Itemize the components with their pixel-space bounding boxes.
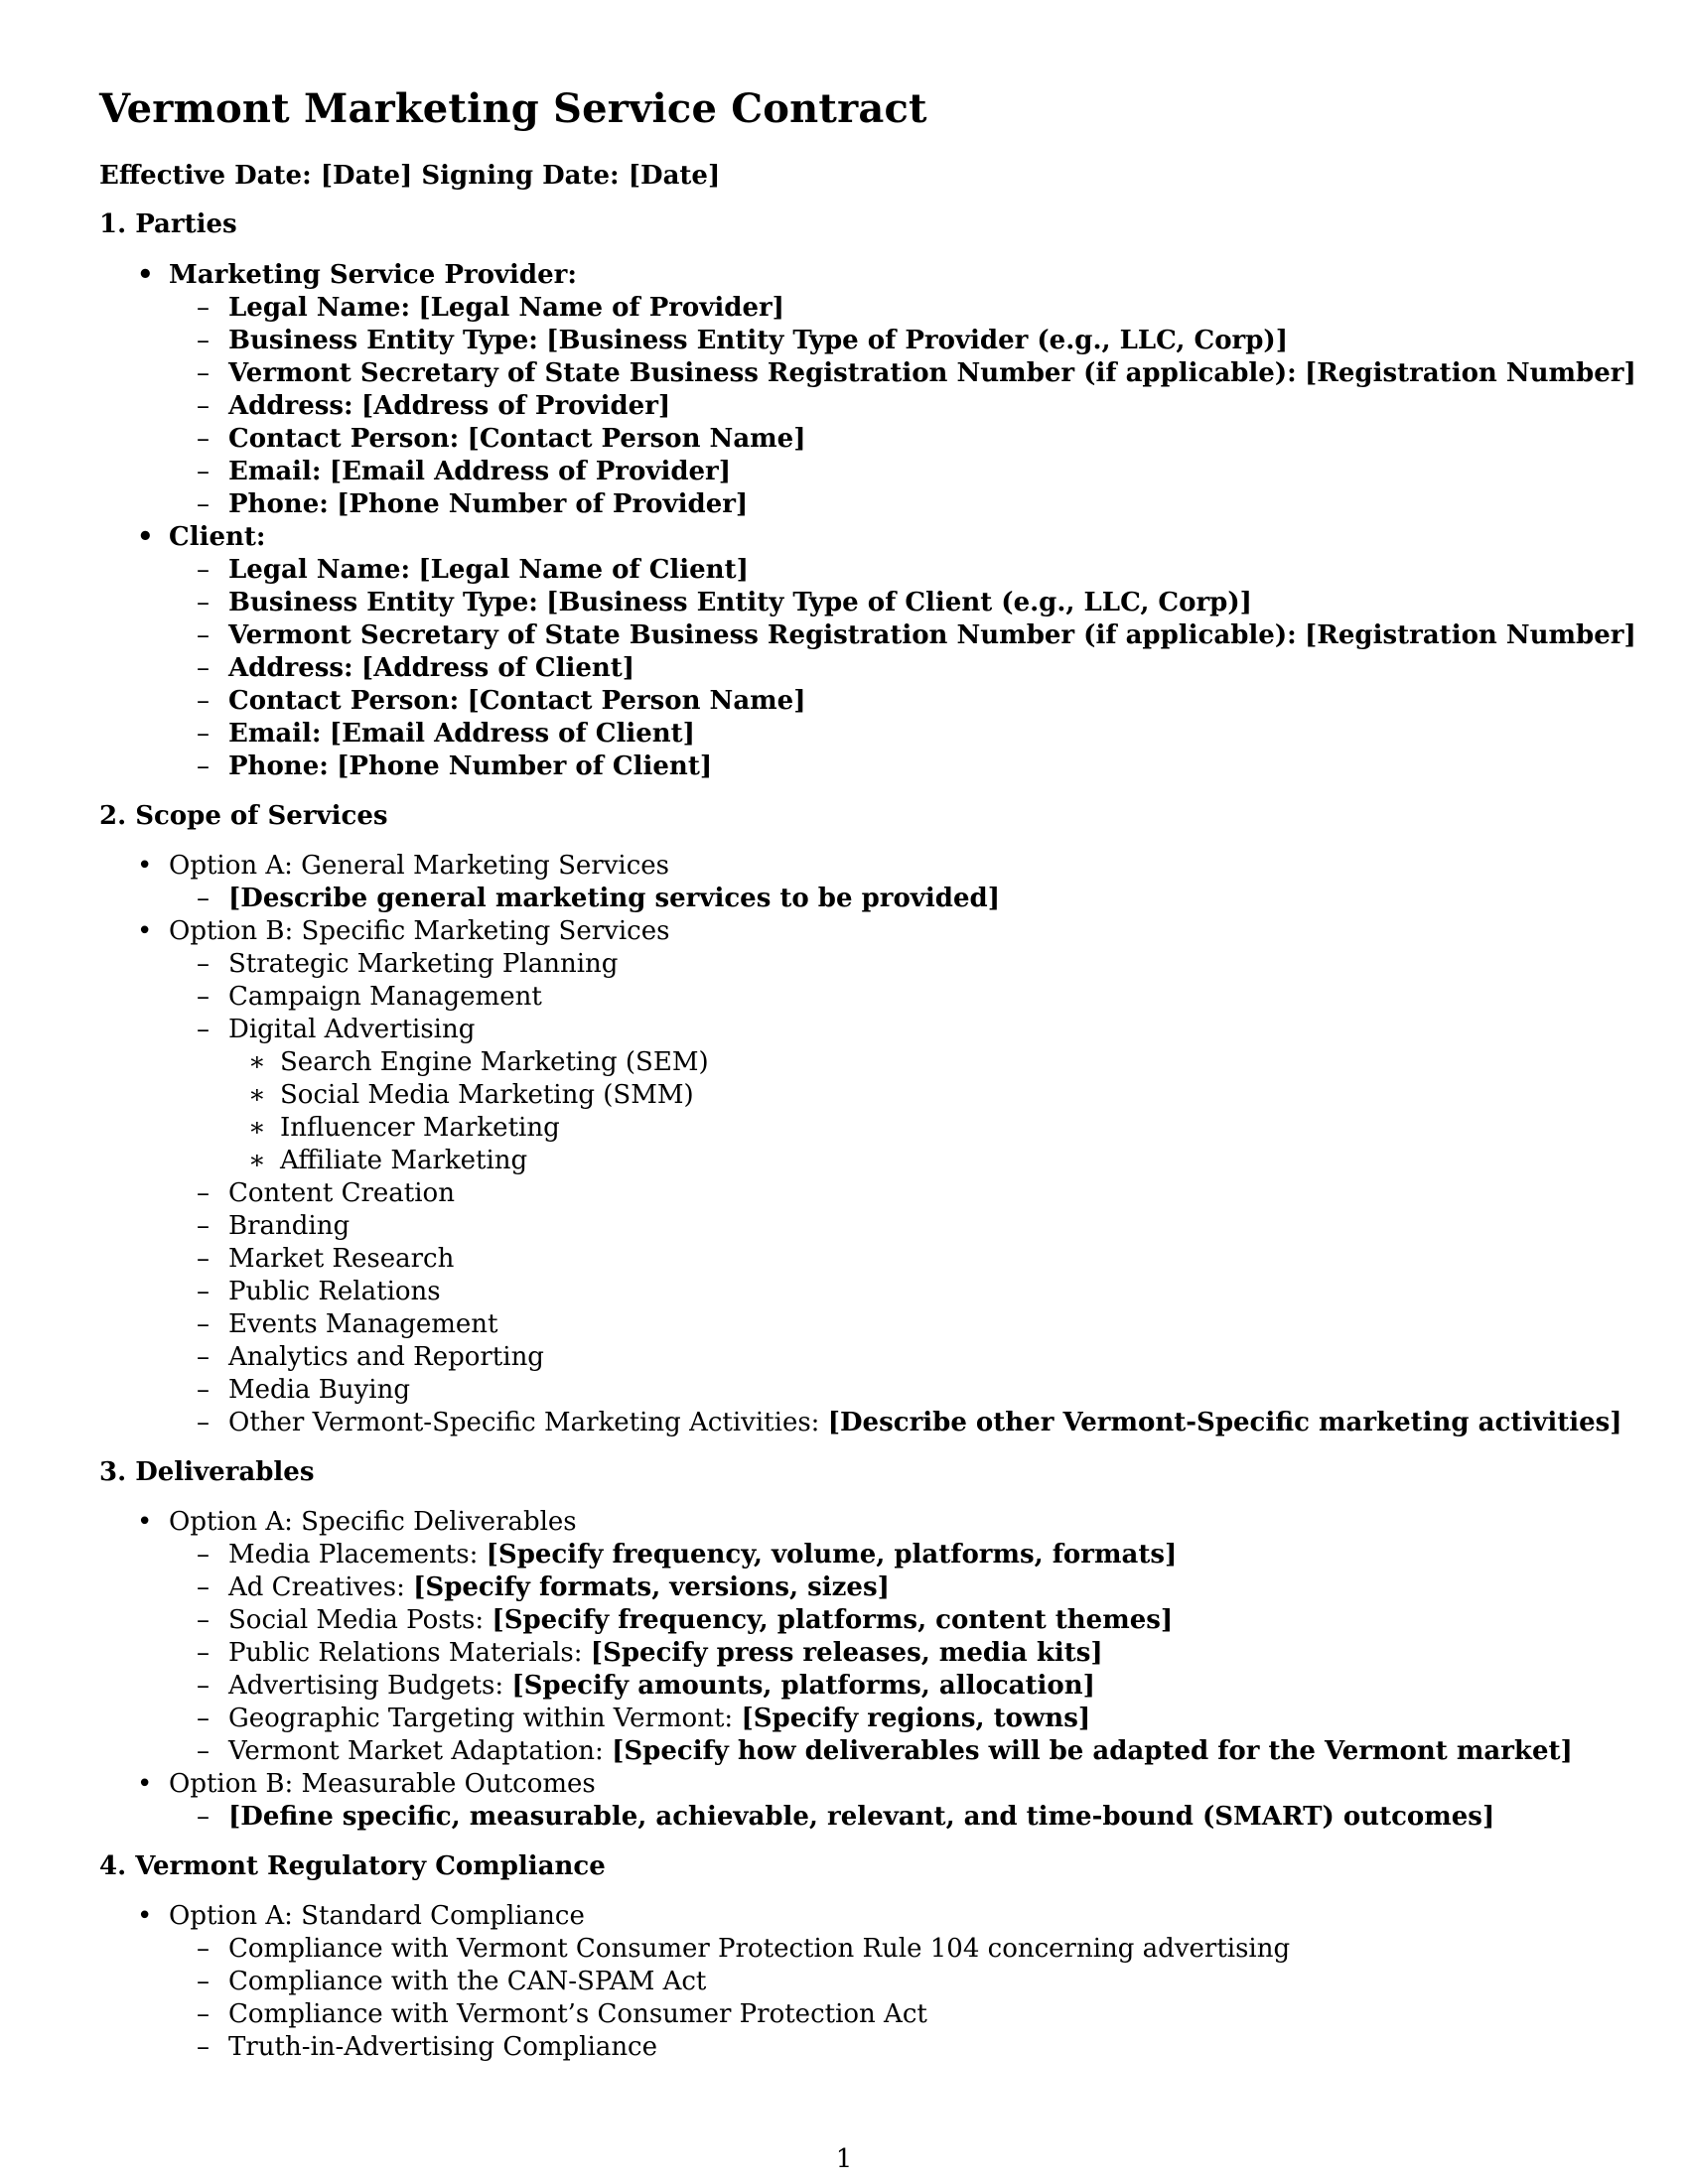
field-label: Phone: <box>228 751 329 781</box>
compliance-item: Compliance with the CAN-SPAM Act <box>228 1967 707 1996</box>
field-value: [Business Entity Type of Provider (e.g., LLC, Corp)] <box>546 326 1289 355</box>
section-heading-parties: 1. Parties <box>99 209 237 239</box>
field-value: [Registration Number] <box>1304 620 1636 650</box>
placeholder-text: [Define specific, measurable, achievable, relevant, and time-bound (SMART) outcomes] <box>228 1802 1495 1832</box>
field-value: [Registration Number] <box>1304 358 1636 388</box>
field-value: [Contact Person Name] <box>467 686 806 716</box>
field-label: Address: <box>228 653 353 683</box>
field-label: Vermont Secretary of State Business Registration Number (if applicable): <box>228 358 1297 388</box>
placeholder-text: [Specify amounts, platforms, allocation] <box>511 1671 1095 1701</box>
placeholder-text: [Specify how deliverables will be adapted for the Vermont market] <box>612 1736 1573 1766</box>
service-item: Branding <box>228 1211 351 1241</box>
compliance-item: Compliance with Vermont Consumer Protection Rule 104 concerning advertising <box>228 1934 1291 1964</box>
service-item: Media Buying <box>228 1375 410 1405</box>
placeholder-text: [Describe general marketing services to be provided] <box>228 884 1000 913</box>
field-value: [Email Address of Client] <box>329 719 695 749</box>
service-item: Digital Advertising <box>228 1015 476 1044</box>
signing-date-value: [Date] <box>628 161 721 191</box>
sub-service-item: Affiliate Marketing <box>280 1146 528 1175</box>
field-label: Contact Person: <box>228 424 460 454</box>
deliverable-label: Ad Creatives: <box>228 1572 405 1602</box>
field-value: [Legal Name of Provider] <box>418 293 784 323</box>
deliverable-label: Geographic Targeting within Vermont: <box>228 1704 734 1733</box>
service-item: Campaign Management <box>228 982 542 1012</box>
option-label: Option A: General Marketing Services <box>169 851 670 881</box>
field-label: Contact Person: <box>228 686 460 716</box>
option-label: Option A: Specific Deliverables <box>169 1507 577 1537</box>
placeholder-text: [Specify frequency, platforms, content themes] <box>492 1605 1174 1635</box>
field-value: [Address of Provider] <box>360 391 671 421</box>
deliverable-label: Advertising Budgets: <box>228 1671 504 1701</box>
section-heading-deliverables: 3. Deliverables <box>99 1457 315 1487</box>
page-number: 1 <box>835 2144 853 2174</box>
deliverable-label: Vermont Market Adaptation: <box>228 1736 604 1766</box>
field-label: Business Entity Type: <box>228 588 538 617</box>
field-value: [Address of Client] <box>360 653 635 683</box>
deliverable-label: Social Media Posts: <box>228 1605 485 1635</box>
effective-date-label: Effective Date: <box>99 161 312 191</box>
field-value: [Business Entity Type of Client (e.g., LLC, Corp)] <box>546 588 1252 617</box>
field-value: [Phone Number of Provider] <box>337 489 749 519</box>
field-label: Legal Name: <box>228 555 411 585</box>
document-page: Vermont Marketing Service Contract Effective Date: [Date] Signing Date: [Date] 1. Parties • Marketing Service Provider: – Legal Name: [Legal Name of Provider] – Business Entity Type: [Business Entity Type of Provider (e.g., LLC, Corp)] – Vermont Secretary of State Business Registration Number (if applicable): [Registration Number] – Address: [Address of Provider] – Contact Person: [Contact Person Name] – Email: [Email Address of Provider] – Phone: [Phone Number of Provider] • Client: – Legal Name: [Legal Name of Client] – Business Entity Type: [Business Entity Type of Client (e.g., LLC, Corp)] – Vermont Secretary of State Business Registration Number (if applicable): [Registration Number] – Address: [Address of Client] – Contact Person: [Contact Person Name] – Email: [Email Address of Client] – Phone: [Phone Number of Client] 2. Scope of Services • Option A: General Marketing Services – [Describe general marketing services to be provided] • Option B: Specific Marketing Services – Strategic Marketing Planning – Campaign Management – Digital Advertising ∗ Search Engine Marketing (SEM) ∗ Social Media Marketing (SMM) ∗ Influencer Marketing ∗ Affiliate Marketing – Content Creation – Branding – Market Research – Public Relations – Events Management – Analytics and Reporting – Media Buying – Other Vermont-Specific Marketing Activities: [Describe other Vermont-Specific marketing activities] 3. Deliverables • Option A: Specific Deliverables – Media Placements: [Specify frequency, volume, platforms, formats] – Ad Creatives: [Specify formats, versions, sizes] – Social Media Posts: [Specify frequency, platforms, content themes] – Public Relations Materials: [Specify press releases, media kits] – Advertising Budgets: [Specify amounts, platforms, allocation] – Geographic Targeting within Vermont: [Specify regions, towns] – Vermont Market Adaptation: [Specify how deliverables will be adapted for the Vermont market] • Option B: Measurable Outcomes – [Define specific, measurable, achievable, relevant, and time-bound (SMART) outcomes] 4. Vermont Regulatory Compliance • Option A: Standard Compliance – Compliance with Vermont Consumer Protection Rule 104 concerning advertising – Compliance with the CAN-SPAM Act – Compliance with Vermont’s Consumer Protection Act – Truth-in-Advertising Compliance 1 <box>0 0 1688 2184</box>
service-item: Events Management <box>228 1309 498 1339</box>
document-title: Vermont Marketing Service Contract <box>99 85 927 132</box>
option-label: Option B: Measurable Outcomes <box>169 1769 596 1799</box>
section-heading-compliance: 4. Vermont Regulatory Compliance <box>99 1851 606 1881</box>
field-label: Address: <box>228 391 353 421</box>
service-item: Analytics and Reporting <box>228 1342 544 1372</box>
effective-date-value: [Date] <box>320 161 413 191</box>
signing-date-label: Signing Date: <box>421 161 620 191</box>
section-heading-scope: 2. Scope of Services <box>99 801 388 831</box>
deliverable-label: Public Relations Materials: <box>228 1638 583 1668</box>
deliverable-label: Media Placements: <box>228 1540 479 1570</box>
field-label: Email: <box>228 457 322 486</box>
service-item: Market Research <box>228 1244 455 1274</box>
placeholder-text: [Specify regions, towns] <box>741 1704 1091 1733</box>
service-item: Strategic Marketing Planning <box>228 949 619 979</box>
field-label: Vermont Secretary of State Business Registration Number (if applicable): <box>228 620 1297 650</box>
client-label: Client: <box>169 522 266 552</box>
provider-label: Marketing Service Provider: <box>169 260 577 290</box>
service-item: Public Relations <box>228 1277 441 1306</box>
compliance-item: Truth-in-Advertising Compliance <box>228 2032 658 2062</box>
placeholder-text: [Describe other Vermont-Specific marketing activities] <box>827 1408 1622 1437</box>
option-label: Option A: Standard Compliance <box>169 1901 585 1931</box>
dates-line <box>99 161 720 191</box>
field-value: [Legal Name of Client] <box>418 555 749 585</box>
field-value: [Phone Number of Client] <box>337 751 713 781</box>
field-label: Phone: <box>228 489 329 519</box>
field-label: Email: <box>228 719 322 749</box>
placeholder-text: [Specify frequency, volume, platforms, formats] <box>486 1540 1178 1570</box>
sub-service-item: Search Engine Marketing (SEM) <box>280 1047 709 1077</box>
sub-service-item: Influencer Marketing <box>280 1113 560 1143</box>
sub-service-item: Social Media Marketing (SMM) <box>280 1080 694 1110</box>
option-label: Option B: Specific Marketing Services <box>169 916 670 946</box>
field-value: [Email Address of Provider] <box>329 457 732 486</box>
service-item: Content Creation <box>228 1178 455 1208</box>
compliance-item: Compliance with Vermont’s Consumer Protection Act <box>228 1999 927 2029</box>
field-value: [Contact Person Name] <box>467 424 806 454</box>
placeholder-text: [Specify press releases, media kits] <box>590 1638 1103 1668</box>
field-label: Legal Name: <box>228 293 411 323</box>
placeholder-text: [Specify formats, versions, sizes] <box>413 1572 890 1602</box>
service-item: Other Vermont-Specific Marketing Activities: <box>228 1408 820 1437</box>
field-label: Business Entity Type: <box>228 326 538 355</box>
